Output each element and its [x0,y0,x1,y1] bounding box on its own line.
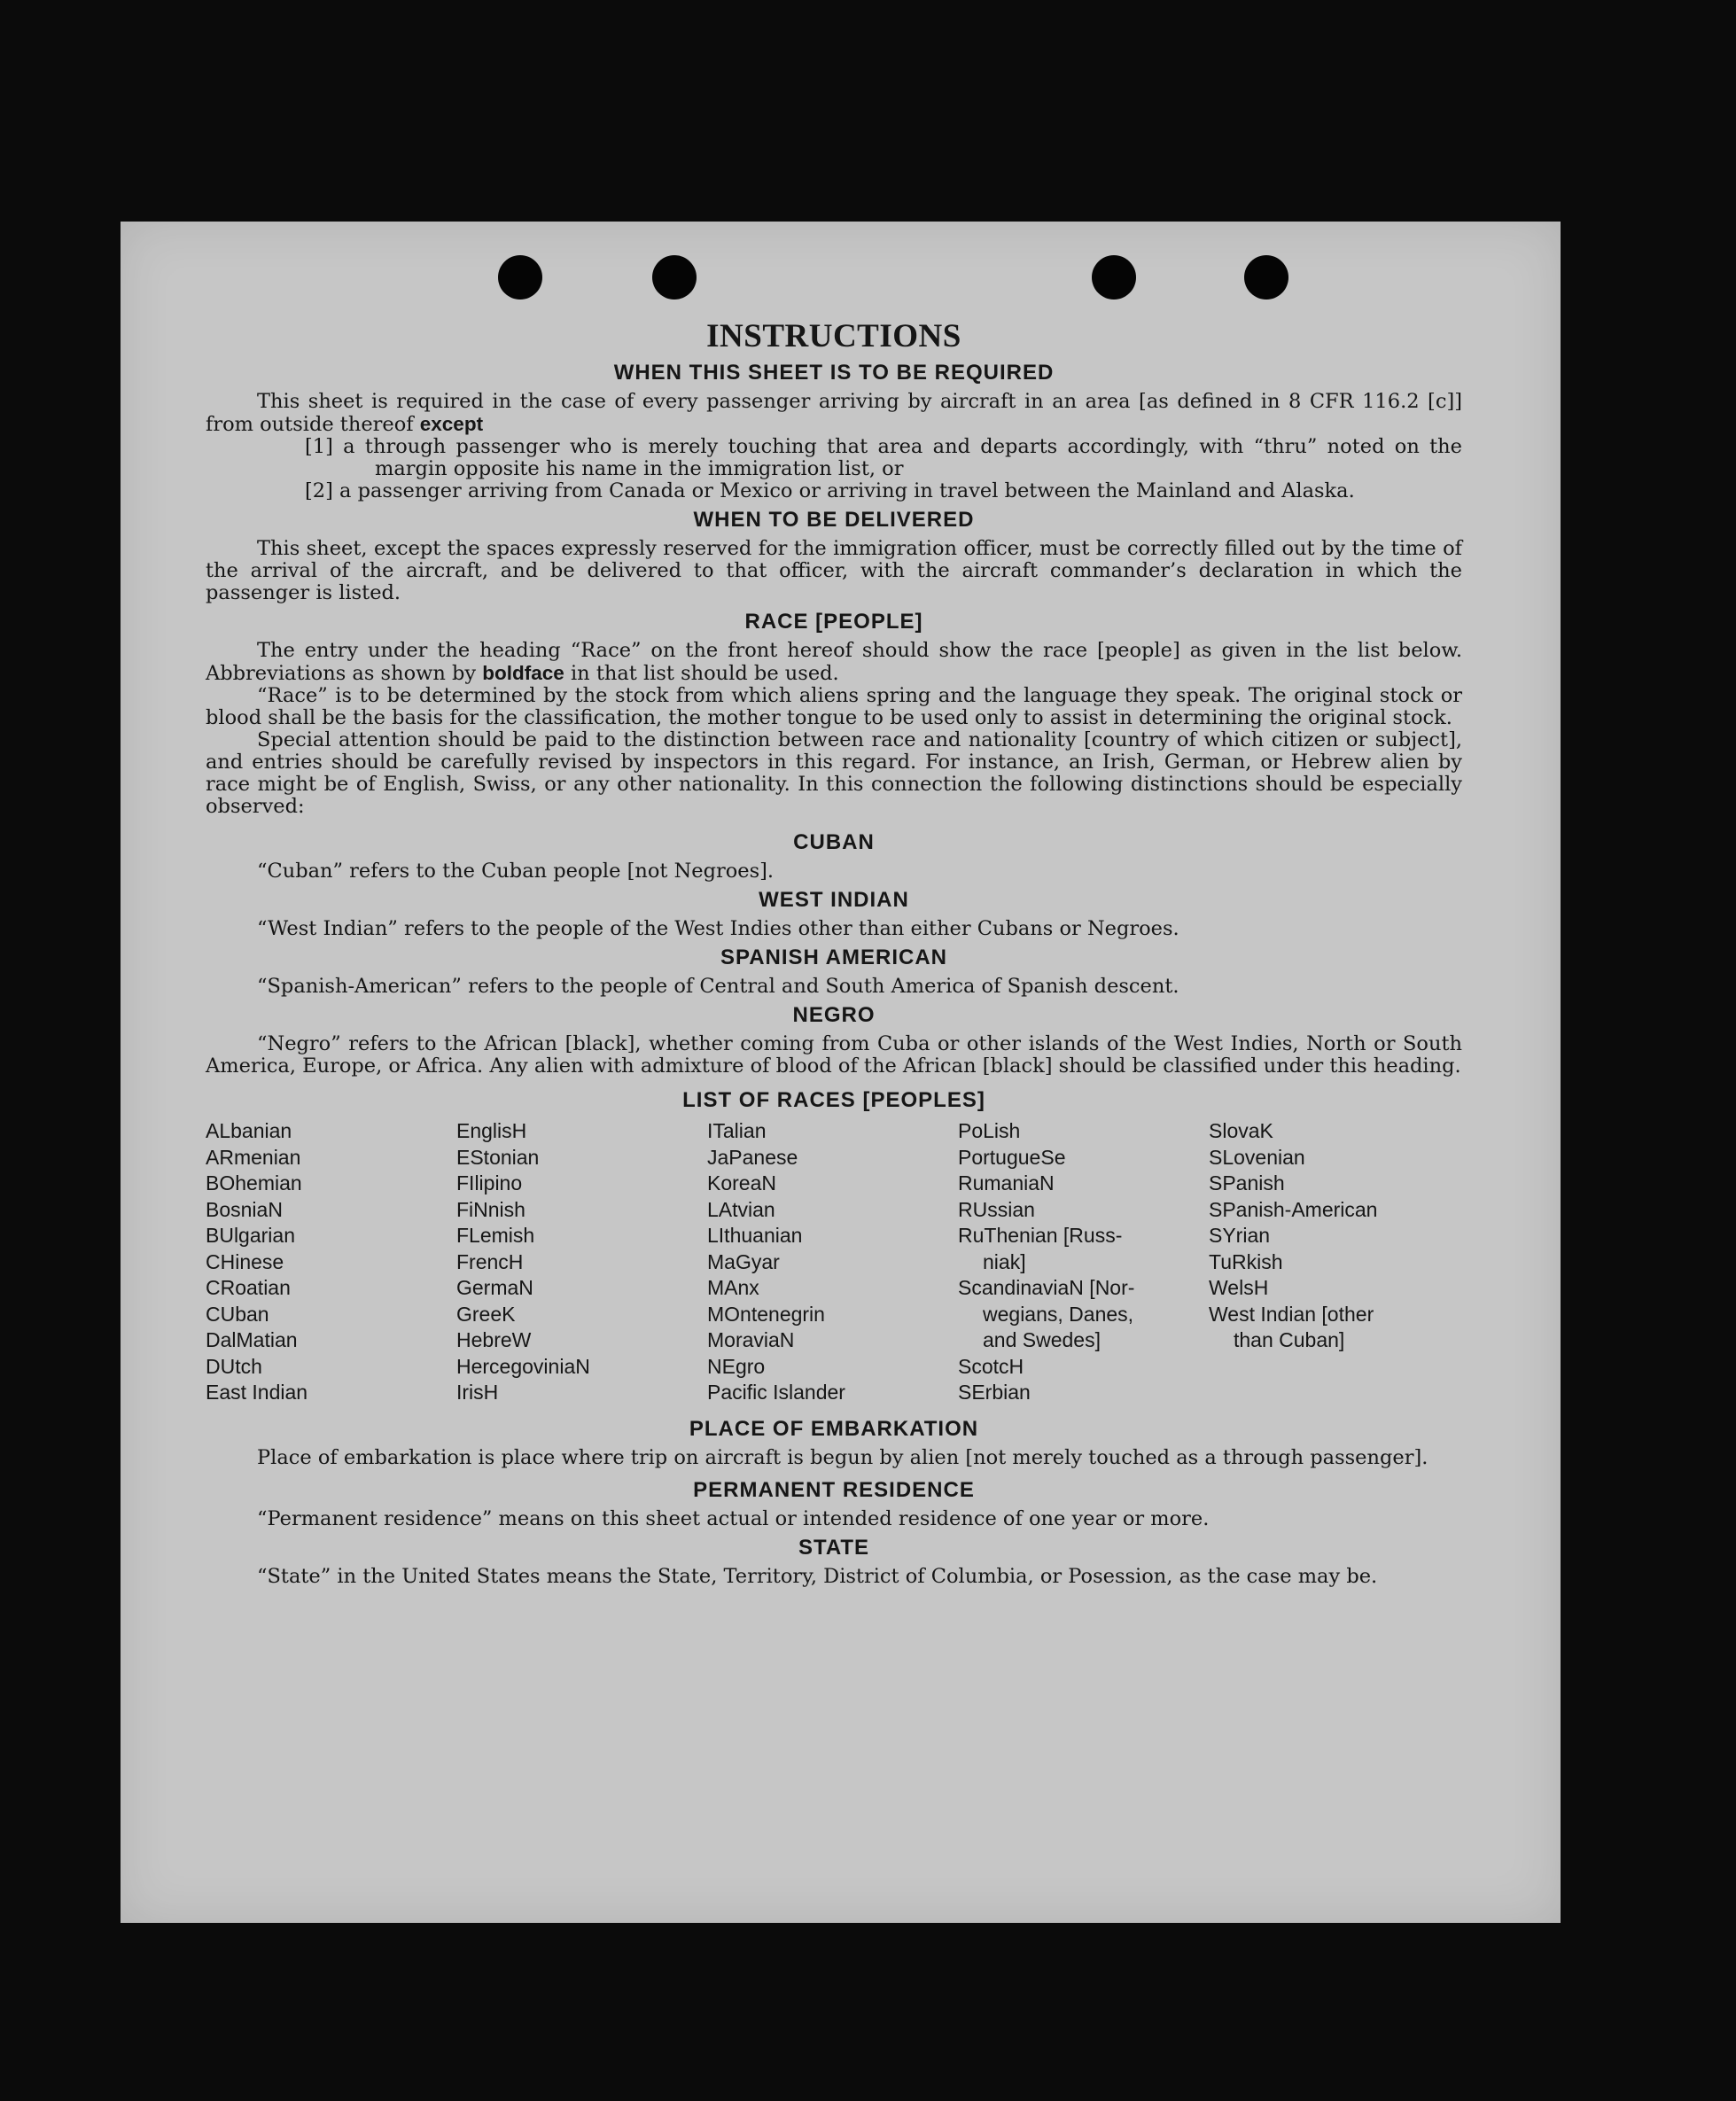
race-entry: RUssian [958,1197,1035,1221]
race-entry: FLemish [456,1224,535,1247]
race-entry: TuRkish [1209,1249,1283,1273]
race-entry: KoreaN [707,1171,776,1194]
race-entry: GermaN [456,1276,533,1299]
race-entry: ARmenian [206,1145,301,1169]
races-list [206,1118,1462,1406]
race-entry: EnglisH [456,1119,527,1142]
exception-item-2: [2] a passenger arriving from Canada or Mexico or arriving in travel between the Mainland and Alaska. [305,479,1355,502]
race-entry: LIthuanian [707,1224,803,1247]
punch-hole [498,255,542,300]
race-entry: niak] [983,1249,1026,1273]
race-entry: ScotcH [958,1354,1024,1378]
race-entry: BOhemian [206,1171,302,1194]
race-entry: IrisH [456,1381,499,1404]
race-entry: MaGyar [707,1249,780,1273]
section-text-west-indian: “West Indian” refers to the people of the West Indies other than either Cubans or Negroes. [257,917,1179,940]
race-entry: NEgro [707,1354,766,1378]
race-entry: GreeK [456,1302,516,1326]
race-entry: BosniaN [206,1197,283,1221]
races-column [707,1118,958,1406]
race-entry: ALbanian [206,1119,292,1142]
race-entry: ScandinaviaN [Nor- [958,1276,1135,1299]
race-entry: CHinese [206,1249,284,1273]
race-entry: than Cuban] [1234,1328,1345,1351]
section-heading-state: STATE [798,1535,870,1560]
race-entry: DalMatian [206,1328,298,1351]
race-entry: WelsH [1209,1276,1269,1299]
race-entry: East Indian [206,1381,308,1404]
page-title: INSTRUCTIONS [706,318,961,354]
race-entry: MoraviaN [707,1328,795,1351]
race-entry: FrencH [456,1249,524,1273]
race-entry: JaPanese [707,1145,798,1169]
race-entry: EStonian [456,1145,540,1169]
section-text-required: This sheet is required in the case of every passenger arriving by aircraft in an area [as defined in 8 CFR 116.2 [c]] from outside thereof except [206,390,1462,436]
section-text-residence: “Permanent residence” means on this sheet actual or intended residence of one year or more. [257,1506,1210,1530]
race-entry: BUlgarian [206,1224,295,1247]
section-text-delivered: This sheet, except the spaces expressly reserved for the immigration officer, must be correctly filled out by the time of the arrival of the aircraft, and be delivered to that officer, with the aircraft commander’s declaration in which the passenger is listed. [206,537,1462,604]
race-entry: HebreW [456,1328,532,1351]
race-entry: RumaniaN [958,1171,1055,1194]
race-entry: PortugueSe [958,1145,1066,1169]
race-entry: SErbian [958,1381,1031,1404]
race-entry: and Swedes] [983,1328,1101,1351]
document-sheet [121,222,1561,1923]
race-entry: DUtch [206,1354,262,1378]
race-paragraph-2: “Race” is to be determined by the stock from which aliens spring and the language they speak. The original stock or blood shall be the basis for the classification, the mother tongue to be used only to assist in determining the original stock. [206,684,1462,729]
section-text-state: “State” in the United States means the State, Territory, District of Columbia, or Posession, as the case may be. [257,1564,1378,1588]
race-entry: CRoatian [206,1276,291,1299]
instructions-content [206,317,1462,1588]
punch-hole [1092,255,1136,300]
race-entry: SPanish-American [1209,1197,1378,1221]
race-entry: FiNnish [456,1197,525,1221]
section-heading-negro: NEGRO [792,1003,876,1027]
races-column [206,1118,456,1406]
race-entry: SlovaK [1209,1119,1273,1142]
race-entry: SPanish [1209,1171,1285,1194]
race-entry: LAtvian [707,1197,775,1221]
race-entry: SLovenian [1209,1145,1305,1169]
section-heading-embarkation: PLACE OF EMBARKATION [689,1416,979,1441]
section-heading-race: RACE [PEOPLE] [744,610,923,634]
race-entry: HercegoviniaN [456,1354,590,1378]
race-entry: PoLish [958,1119,1021,1142]
section-heading-spanish-american: SPANISH AMERICAN [720,945,947,969]
punch-hole [652,255,697,300]
punch-hole [1244,255,1288,300]
race-paragraph-3: Special attention should be paid to the distinction between race and nationality [country of which citizen or subject], and entries should be carefully revised by inspectors in this regard. For instance, an Irish, German, or Hebrew alien by race might be of English, Swiss, or any other nationality. In this connection the following distinctions should be especially observed: [206,728,1462,818]
race-entry: RuThenian [Russ- [958,1224,1123,1247]
race-entry: FIlipino [456,1171,523,1194]
section-text-embarkation: Place of embarkation is place where trip on aircraft is begun by alien [not merely touched as a through passenger]. [257,1445,1429,1469]
section-text-spanish-american: “Spanish-American” refers to the people of Central and South America of Spanish descent. [257,975,1179,998]
race-entry: CUban [206,1302,269,1326]
race-entry: MAnx [707,1276,759,1299]
race-entry: Pacific Islander [707,1381,845,1404]
races-column [1209,1118,1460,1406]
race-entry: wegians, Danes, [983,1302,1134,1326]
race-entry: SYrian [1209,1224,1271,1247]
races-column [958,1118,1209,1406]
section-heading-delivered: WHEN TO BE DELIVERED [693,508,975,532]
section-heading-cuban: CUBAN [793,830,875,854]
section-heading-required: WHEN THIS SHEET IS TO BE REQUIRED [613,361,1055,385]
section-heading-west-indian: WEST INDIAN [759,888,909,912]
exception-item-1: [1] a through passenger who is merely touching that area and departs accordingly, with “thru” noted on the margin opposite his name in the immigration list, or [305,435,1462,480]
section-text-cuban: “Cuban” refers to the Cuban people [not Negroes]. [257,860,775,883]
race-entry: MOntenegrin [707,1302,825,1326]
section-heading-races-list: LIST OF RACES [PEOPLES] [682,1088,985,1112]
race-entry: West Indian [other [1209,1302,1374,1326]
except-keyword: except [419,413,484,435]
race-paragraph-1: The entry under the heading “Race” on the front hereof should show the race [people] as given in the list below. Abbreviations as shown by boldface in that list should be used. [206,639,1462,685]
boldface-keyword: boldface [482,662,564,684]
race-entry: ITalian [707,1119,767,1142]
section-heading-residence: PERMANENT RESIDENCE [693,1477,975,1502]
section-text-negro: “Negro” refers to the African [black], whether coming from Cuba or other islands of the West Indies, North or South America, Europe, or Africa. Any alien with admixture of blood of the African [black] should be classified under this heading. [206,1032,1462,1078]
races-column [456,1118,707,1406]
